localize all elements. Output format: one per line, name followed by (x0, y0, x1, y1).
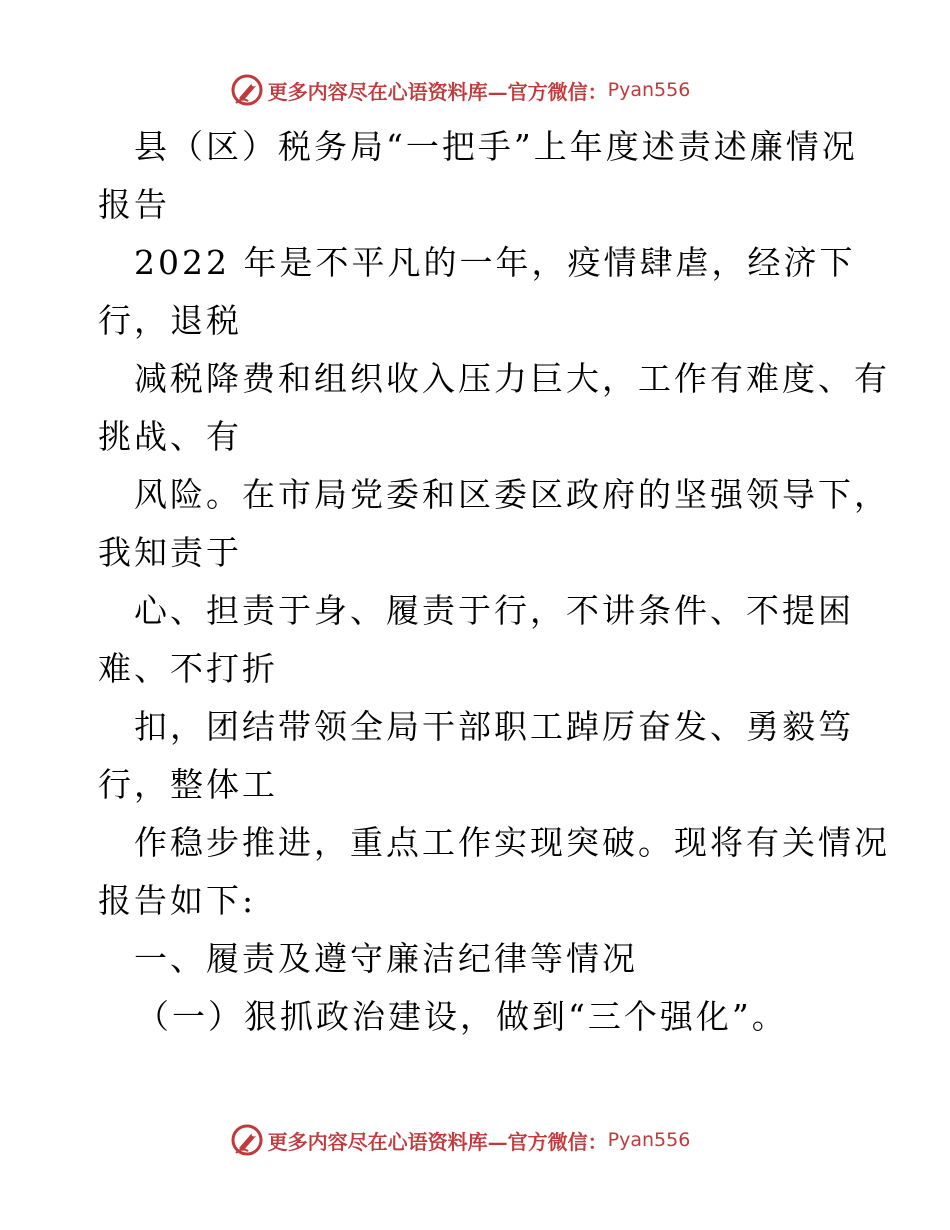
paragraph-line: 行，整体工 (98, 765, 278, 804)
paragraph-line: 难、不打折 (98, 649, 278, 688)
paragraph-line: 报告如下: (98, 881, 257, 920)
footer-banner-wechat-id: Pyan556 (607, 1129, 691, 1151)
paragraph-line: 行，退税 (98, 301, 242, 340)
document-title-line-1: 县（区）税务局“一把手”上年度述责述廉情况 (134, 127, 858, 166)
subsection-heading: （一）狠抓政治建设，做到“三个强化”。 (136, 997, 788, 1036)
paragraph-line: 风险。在市局党委和区委区政府的坚强领导下， (134, 475, 890, 514)
pen-logo-icon (230, 1123, 264, 1157)
paragraph-line: 心、担责于身、履责于行，不讲条件、不提困 (134, 591, 854, 630)
paragraph-line: 我知责于 (98, 533, 242, 572)
paragraph-line: 作稳步推进，重点工作实现突破。现将有关情况 (134, 823, 890, 862)
footer-banner (0, 1120, 950, 1160)
paragraph-line: 扣，团结带领全局干部职工踔厉奋发、勇毅笃 (134, 707, 854, 746)
header-banner-wechat-id: Pyan556 (607, 79, 691, 101)
document-title-line-2: 报告 (98, 185, 170, 224)
section-heading: 一、履责及遵守廉洁纪律等情况 (134, 939, 638, 978)
header-banner-text: 更多内容尽在心语资料库—官方微信： (267, 79, 608, 104)
paragraph-line: 减税降费和组织收入压力巨大，工作有难度、有 (134, 359, 890, 398)
paragraph-line: 挑战、有 (98, 417, 242, 456)
footer-banner-text: 更多内容尽在心语资料库—官方微信： (267, 1129, 608, 1154)
paragraph-line: 2022 年是不平凡的一年，疫情肆虐，经济下 (134, 243, 856, 282)
